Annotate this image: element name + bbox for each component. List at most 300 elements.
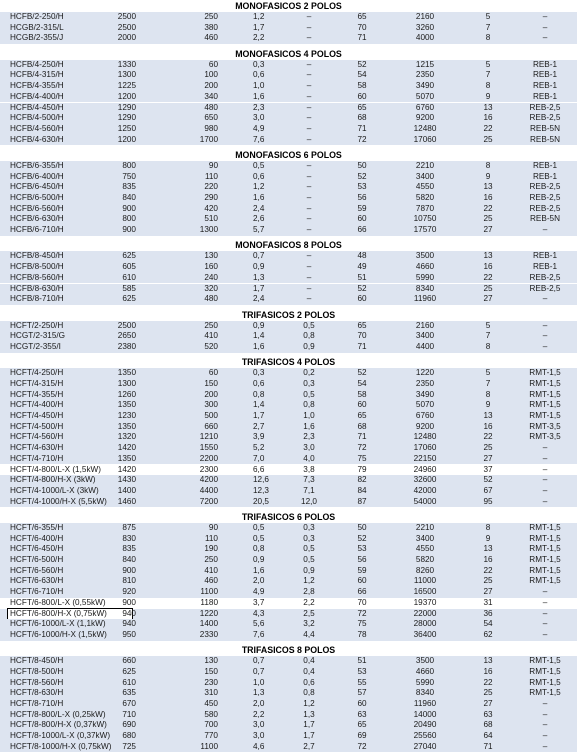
cell-regulator: RMT-1,5 xyxy=(529,576,561,586)
cell-rpm: 1350 xyxy=(117,368,136,378)
cell-model: HCFB/4-315/H xyxy=(10,70,64,80)
cell-model: HCFT/8-800/H-X (0,37kW) xyxy=(10,720,107,730)
cell-size: 7 xyxy=(485,70,491,80)
cell-current-3ph: – xyxy=(306,182,312,192)
cell-airflow: 90 xyxy=(208,160,218,170)
table-row xyxy=(0,251,577,262)
cell-rpm: 1320 xyxy=(117,432,136,442)
cell-current-1ph: 4,9 xyxy=(253,587,265,597)
cell-current-3ph: – xyxy=(306,81,312,91)
cell-current-3ph: 4,0 xyxy=(303,453,315,463)
cell-weight: 32600 xyxy=(413,475,437,485)
cell-noise: 75 xyxy=(357,453,367,463)
table-row xyxy=(0,544,577,555)
cell-current-1ph: 0,7 xyxy=(253,666,265,676)
cell-regulator: RMT-1,5 xyxy=(529,533,561,543)
cell-current-3ph: 4,4 xyxy=(303,629,315,639)
cell-rpm: 625 xyxy=(122,251,136,261)
cell-airflow: 1400 xyxy=(199,619,218,629)
cell-current-3ph: 0,4 xyxy=(303,666,315,676)
cell-rpm: 670 xyxy=(122,699,136,708)
cell-weight: 4550 xyxy=(415,182,435,192)
cell-current-1ph: 2,2 xyxy=(253,33,265,43)
cell-regulator: REB-1 xyxy=(532,59,558,69)
cell-airflow: 4400 xyxy=(199,485,218,495)
cell-model: HCFT/4-450/H xyxy=(10,411,64,420)
cell-airflow: 480 xyxy=(204,102,218,112)
cell-current-3ph: – xyxy=(306,134,312,144)
cell-size: 52 xyxy=(483,475,493,485)
cell-regulator: RMT-1,5 xyxy=(529,544,561,554)
cell-airflow: 200 xyxy=(204,389,218,399)
cell-rpm: 1420 xyxy=(117,464,136,474)
cell-current-3ph: – xyxy=(306,12,312,21)
cell-noise: 71 xyxy=(357,432,367,442)
cell-current-3ph: 0,6 xyxy=(303,677,315,687)
cell-rpm: 1200 xyxy=(117,91,136,101)
cell-current-3ph: – xyxy=(306,70,312,80)
cell-noise: 71 xyxy=(357,341,367,351)
cell-rpm: 625 xyxy=(122,294,136,304)
table-row xyxy=(0,667,577,678)
cell-noise: 70 xyxy=(357,597,367,607)
cell-current-3ph: – xyxy=(306,225,312,235)
table-row xyxy=(0,33,577,44)
cell-model: HCFB/8-560/H xyxy=(10,272,64,282)
cell-rpm: 1225 xyxy=(117,81,136,91)
cell-current-3ph: 0,9 xyxy=(303,341,315,351)
cell-model: HCGT/2-355/I xyxy=(10,341,61,351)
cell-regulator: RMT-1,5 xyxy=(529,368,561,378)
cell-noise: 59 xyxy=(357,203,367,213)
cell-weight: 5070 xyxy=(415,400,435,410)
cell-noise: 72 xyxy=(357,134,367,144)
table-row xyxy=(0,411,577,422)
cell-model: HCFT/8-1000/L-X (0,37kW) xyxy=(10,731,111,741)
cell-size: 62 xyxy=(483,629,493,639)
cell-size: 13 xyxy=(483,411,493,420)
cell-current-1ph: 1,2 xyxy=(253,12,265,21)
cell-airflow: 1220 xyxy=(199,608,218,618)
cell-noise: 63 xyxy=(357,709,367,719)
cell-weight: 11000 xyxy=(413,576,437,586)
cell-size: 7 xyxy=(485,22,491,32)
cell-noise: 82 xyxy=(357,475,367,485)
table-row xyxy=(0,432,577,443)
cell-size: 16 xyxy=(483,193,493,202)
cell-current-3ph: – xyxy=(306,102,312,112)
cell-rpm: 900 xyxy=(122,225,136,235)
cell-regulator: REB-1 xyxy=(532,171,558,181)
cell-noise: 54 xyxy=(357,378,367,388)
cell-size: 5 xyxy=(485,368,491,378)
cell-airflow: 230 xyxy=(204,677,218,687)
cell-airflow: 100 xyxy=(204,70,218,80)
cell-current-3ph: 1,2 xyxy=(303,576,315,586)
cell-airflow: 250 xyxy=(204,555,218,564)
cell-current-1ph: 2,6 xyxy=(253,214,265,224)
cell-current-1ph: 0,6 xyxy=(253,70,265,80)
cell-noise: 71 xyxy=(357,123,367,133)
cell-model: HCFB/8-630/H xyxy=(10,283,64,293)
cell-model: HCFB/4-355/H xyxy=(10,81,64,91)
cell-weight: 6760 xyxy=(415,102,435,112)
section-header: MONOFASICOS 6 POLOS xyxy=(0,149,577,161)
cell-rpm: 610 xyxy=(122,272,136,282)
cell-size: 71 xyxy=(483,741,493,751)
table-row xyxy=(0,486,577,497)
cell-size: 9 xyxy=(485,171,491,181)
cell-airflow: 1700 xyxy=(199,134,218,144)
table-row xyxy=(0,331,577,342)
cell-model: HCFT/4-500/H xyxy=(10,421,64,431)
cell-rpm: 2650 xyxy=(117,331,136,341)
cell-airflow: 90 xyxy=(208,522,218,532)
cell-current-1ph: 3,0 xyxy=(253,731,265,741)
cell-regulator: RMT-1,5 xyxy=(529,555,561,564)
table-row xyxy=(0,400,577,411)
cell-rpm: 1290 xyxy=(117,113,136,123)
table-row xyxy=(0,598,577,609)
cell-model: HCFB/4-250/H xyxy=(10,59,64,69)
cell-regulator: REB-2,5 xyxy=(529,102,561,112)
cell-current-1ph: 0,8 xyxy=(253,389,265,399)
cell-model: HCFT/4-355/H xyxy=(10,389,64,399)
cell-noise: 52 xyxy=(357,59,367,69)
cell-noise: 53 xyxy=(357,544,367,554)
cell-size: 25 xyxy=(483,214,493,224)
cell-noise: 65 xyxy=(357,102,367,112)
cell-current-1ph: 0,5 xyxy=(253,522,265,532)
cell-noise: 65 xyxy=(357,411,367,420)
table-row xyxy=(0,731,577,742)
cell-regulator: RMT-1,5 xyxy=(529,400,561,410)
cell-regulator: REB-2,5 xyxy=(529,203,561,213)
cell-model: HCFB/4-450/H xyxy=(10,102,64,112)
cell-size: 67 xyxy=(483,485,493,495)
cell-regulator: – xyxy=(542,629,548,639)
cell-weight: 2210 xyxy=(415,160,435,170)
cell-rpm: 835 xyxy=(122,182,136,192)
table-row xyxy=(0,81,577,92)
cell-noise: 56 xyxy=(357,193,367,202)
cell-current-3ph: – xyxy=(306,203,312,213)
cell-weight: 17060 xyxy=(413,443,437,453)
cell-current-3ph: 0,5 xyxy=(303,544,315,554)
cell-current-3ph: 2,2 xyxy=(303,597,315,607)
cell-current-1ph: 2,2 xyxy=(253,709,265,719)
cell-size: 27 xyxy=(483,225,493,235)
cell-rpm: 585 xyxy=(122,283,136,293)
cell-current-3ph: 0,3 xyxy=(303,533,315,543)
cell-current-1ph: 20,5 xyxy=(253,496,269,506)
cell-model: HCFB/6-630/H xyxy=(10,214,64,224)
cell-size: 63 xyxy=(483,709,493,719)
cell-current-3ph: – xyxy=(306,283,312,293)
cell-current-1ph: 12,3 xyxy=(253,485,269,495)
cell-size: 27 xyxy=(483,699,493,708)
cell-airflow: 520 xyxy=(204,341,218,351)
cell-weight: 4550 xyxy=(415,544,435,554)
cell-current-1ph: 1,6 xyxy=(253,91,265,101)
cell-size: 27 xyxy=(483,587,493,597)
cell-size: 9 xyxy=(485,400,491,410)
cell-weight: 14000 xyxy=(413,709,437,719)
cell-current-1ph: 3,9 xyxy=(253,432,265,442)
cell-weight: 20490 xyxy=(413,720,437,730)
cell-current-1ph: 4,9 xyxy=(253,123,265,133)
cell-regulator: RMT-1,5 xyxy=(529,688,561,698)
cell-regulator: REB-1 xyxy=(532,91,558,101)
cell-weight: 4660 xyxy=(415,666,435,676)
cell-rpm: 1400 xyxy=(117,485,136,495)
cell-airflow: 1100 xyxy=(200,587,218,597)
cell-noise: 59 xyxy=(357,565,367,575)
cell-weight: 2350 xyxy=(415,378,435,388)
cell-weight: 22000 xyxy=(413,608,437,618)
cell-current-1ph: 1,0 xyxy=(253,81,265,91)
cell-size: 54 xyxy=(483,619,493,629)
cell-noise: 57 xyxy=(357,688,367,698)
cell-size: 8 xyxy=(485,389,491,399)
cell-noise: 58 xyxy=(357,389,367,399)
table-row xyxy=(0,113,577,124)
cell-size: 68 xyxy=(483,720,493,730)
cell-airflow: 380 xyxy=(204,22,218,32)
cell-regulator: – xyxy=(542,453,548,463)
cell-rpm: 1300 xyxy=(117,378,136,388)
cell-model: HCFT/4-250/H xyxy=(10,368,64,378)
cell-current-3ph: – xyxy=(306,123,312,133)
cell-current-3ph: 1,7 xyxy=(303,731,315,741)
cell-airflow: 2200 xyxy=(199,453,218,463)
table-row xyxy=(0,566,577,577)
cell-noise: 56 xyxy=(357,555,367,564)
cell-weight: 9200 xyxy=(415,421,435,431)
cell-weight: 3500 xyxy=(415,656,435,666)
cell-regulator: REB-2,5 xyxy=(529,272,561,282)
cell-current-1ph: 5,2 xyxy=(253,443,265,453)
cell-rpm: 710 xyxy=(122,709,136,719)
cell-regulator: RMT-1,5 xyxy=(529,378,561,388)
cell-current-1ph: 3,0 xyxy=(253,113,265,123)
cell-model: HCFT/4-1000/H-X (5,5kW) xyxy=(10,496,107,506)
cell-rpm: 660 xyxy=(122,656,136,666)
cell-airflow: 1100 xyxy=(200,741,218,751)
cell-current-1ph: 1,7 xyxy=(253,22,265,32)
cell-weight: 24960 xyxy=(413,464,437,474)
cell-weight: 5820 xyxy=(415,555,435,564)
cell-weight: 5820 xyxy=(415,193,435,202)
cell-regulator: REB-2,5 xyxy=(529,182,561,192)
table-row xyxy=(0,465,577,476)
cell-rpm: 1350 xyxy=(117,400,136,410)
table-row xyxy=(0,23,577,34)
cell-rpm: 800 xyxy=(122,160,136,170)
cell-noise: 54 xyxy=(357,70,367,80)
cell-current-3ph: 1,2 xyxy=(303,699,315,708)
cell-weight: 3400 xyxy=(415,171,435,181)
cell-model: HCFB/4-400/H xyxy=(10,91,64,101)
cell-current-1ph: 1,3 xyxy=(253,688,265,698)
cell-airflow: 980 xyxy=(204,123,218,133)
cell-size: 36 xyxy=(483,608,493,618)
cell-current-1ph: 2,4 xyxy=(253,203,265,213)
cell-regulator: – xyxy=(542,619,548,629)
cell-noise: 72 xyxy=(357,443,367,453)
cell-regulator: REB-1 xyxy=(532,160,558,170)
cell-rpm: 900 xyxy=(122,203,136,213)
cell-weight: 8340 xyxy=(415,283,435,293)
cell-noise: 72 xyxy=(357,741,367,751)
cell-airflow: 130 xyxy=(204,251,218,261)
cell-model: HCFT/4-630/H xyxy=(10,443,64,453)
cell-size: 16 xyxy=(483,421,493,431)
cell-weight: 10750 xyxy=(413,214,437,224)
cell-noise: 66 xyxy=(357,225,367,235)
cell-rpm: 2500 xyxy=(117,320,136,330)
cell-airflow: 480 xyxy=(204,294,218,304)
cell-regulator: RMT-1,5 xyxy=(529,522,561,532)
cell-current-1ph: 1,2 xyxy=(253,182,265,192)
table-row xyxy=(0,225,577,236)
cell-current-1ph: 12,6 xyxy=(253,475,269,485)
cell-airflow: 110 xyxy=(204,171,218,181)
cell-size: 8 xyxy=(485,160,491,170)
cell-weight: 7870 xyxy=(415,203,435,213)
cell-size: 25 xyxy=(483,576,493,586)
cell-noise: 51 xyxy=(357,272,367,282)
cell-noise: 65 xyxy=(357,320,367,330)
cell-weight: 8340 xyxy=(415,688,435,698)
cell-airflow: 130 xyxy=(204,656,218,666)
table-row xyxy=(0,124,577,135)
cell-model: HCGB/2-355/J xyxy=(10,33,64,43)
cell-regulator: REB-1 xyxy=(532,81,558,91)
cell-noise: 60 xyxy=(357,294,367,304)
cell-airflow: 510 xyxy=(204,214,218,224)
cell-model: HCFT/6-400/H xyxy=(10,533,64,543)
cell-airflow: 300 xyxy=(204,400,218,410)
cell-rpm: 1290 xyxy=(117,102,136,112)
cell-weight: 1215 xyxy=(415,59,435,69)
cell-airflow: 190 xyxy=(204,544,218,554)
cell-current-3ph: 1,3 xyxy=(303,709,315,719)
cell-weight: 1220 xyxy=(415,368,435,378)
cell-regulator: – xyxy=(542,731,548,741)
cell-weight: 2210 xyxy=(415,522,435,532)
cell-rpm: 1350 xyxy=(117,453,136,463)
table-row xyxy=(0,204,577,215)
cell-current-3ph: 2,5 xyxy=(303,608,315,618)
cell-model: HCFT/6-1000/L-X (1,1kW) xyxy=(10,619,106,629)
cell-model: HCFB/8-450/H xyxy=(10,251,64,261)
section-header: TRIFASICOS 6 POLOS xyxy=(0,511,577,523)
cell-airflow: 660 xyxy=(204,421,218,431)
cell-airflow: 2330 xyxy=(199,629,218,639)
cell-model: HCFT/8-450/H xyxy=(10,656,64,666)
cell-current-1ph: 0,9 xyxy=(253,555,265,564)
cell-rpm: 610 xyxy=(122,677,136,687)
cell-rpm: 725 xyxy=(122,741,136,751)
cell-rpm: 1300 xyxy=(117,70,136,80)
cell-noise: 53 xyxy=(357,182,367,192)
table-row xyxy=(0,454,577,465)
cell-current-1ph: 1,0 xyxy=(253,677,265,687)
section-header: TRIFASICOS 4 POLOS xyxy=(0,356,577,368)
cell-noise: 52 xyxy=(357,368,367,378)
cell-current-1ph: 0,6 xyxy=(253,171,265,181)
cell-current-3ph: – xyxy=(306,113,312,123)
cell-weight: 17060 xyxy=(413,134,437,144)
table-row xyxy=(0,70,577,81)
cell-current-3ph: – xyxy=(306,33,312,43)
cell-size: 27 xyxy=(483,453,493,463)
cell-model: HCFB/8-710/H xyxy=(10,294,64,304)
cell-weight: 12480 xyxy=(413,123,437,133)
cell-regulator: REB-5N xyxy=(529,214,561,224)
cell-noise: 68 xyxy=(357,421,367,431)
table-row xyxy=(0,720,577,731)
cell-current-3ph: 2,8 xyxy=(303,587,315,597)
table-row xyxy=(0,294,577,305)
cell-model: HCFT/8-1000/H-X (0,75kW) xyxy=(10,741,112,751)
cell-size: 25 xyxy=(483,443,493,453)
cell-airflow: 580 xyxy=(204,709,218,719)
table-row xyxy=(0,214,577,225)
cell-size: 25 xyxy=(483,283,493,293)
cell-model: HCFB/4-560/H xyxy=(10,123,64,133)
cell-current-3ph: 7,3 xyxy=(303,475,315,485)
cell-airflow: 60 xyxy=(208,59,218,69)
table-row xyxy=(0,379,577,390)
cell-model: HCFB/2-250/H xyxy=(10,12,64,21)
cell-airflow: 410 xyxy=(204,331,218,341)
cell-regulator: REB-2,5 xyxy=(529,283,561,293)
cell-regulator: – xyxy=(542,443,548,453)
cell-current-3ph: – xyxy=(306,193,312,202)
cell-current-3ph: 7,1 xyxy=(303,485,315,495)
cell-rpm: 840 xyxy=(122,555,136,564)
cell-weight: 11960 xyxy=(413,294,437,304)
cell-airflow: 340 xyxy=(204,91,218,101)
table-row xyxy=(0,656,577,667)
cell-model: HCGB/2-315/L xyxy=(10,22,64,32)
cell-airflow: 250 xyxy=(204,12,218,21)
cell-current-1ph: 5,7 xyxy=(253,225,265,235)
cell-size: 22 xyxy=(483,565,493,575)
cell-regulator: – xyxy=(542,741,548,751)
cell-current-3ph: 2,3 xyxy=(303,432,315,442)
table-row xyxy=(0,92,577,103)
cell-current-3ph: – xyxy=(306,91,312,101)
cell-noise: 50 xyxy=(357,160,367,170)
cell-current-1ph: 0,5 xyxy=(253,533,265,543)
cell-model: HCFT/6-710/H xyxy=(10,587,64,597)
table-row xyxy=(0,678,577,689)
cell-model: HCFT/4-315/H xyxy=(10,378,64,388)
cell-model-highlighted: HCFT/6-800/H-X (0,75kW) xyxy=(8,609,132,620)
cell-weight: 12480 xyxy=(413,432,437,442)
cell-regulator: RMT-1,5 xyxy=(529,656,561,666)
cell-weight: 3400 xyxy=(415,533,435,543)
cell-weight: 2350 xyxy=(415,70,435,80)
cell-current-3ph: – xyxy=(306,251,312,261)
cell-rpm: 835 xyxy=(122,544,136,554)
cell-current-1ph: 1,6 xyxy=(253,341,265,351)
cell-noise: 87 xyxy=(357,496,367,506)
cell-size: 13 xyxy=(483,182,493,192)
